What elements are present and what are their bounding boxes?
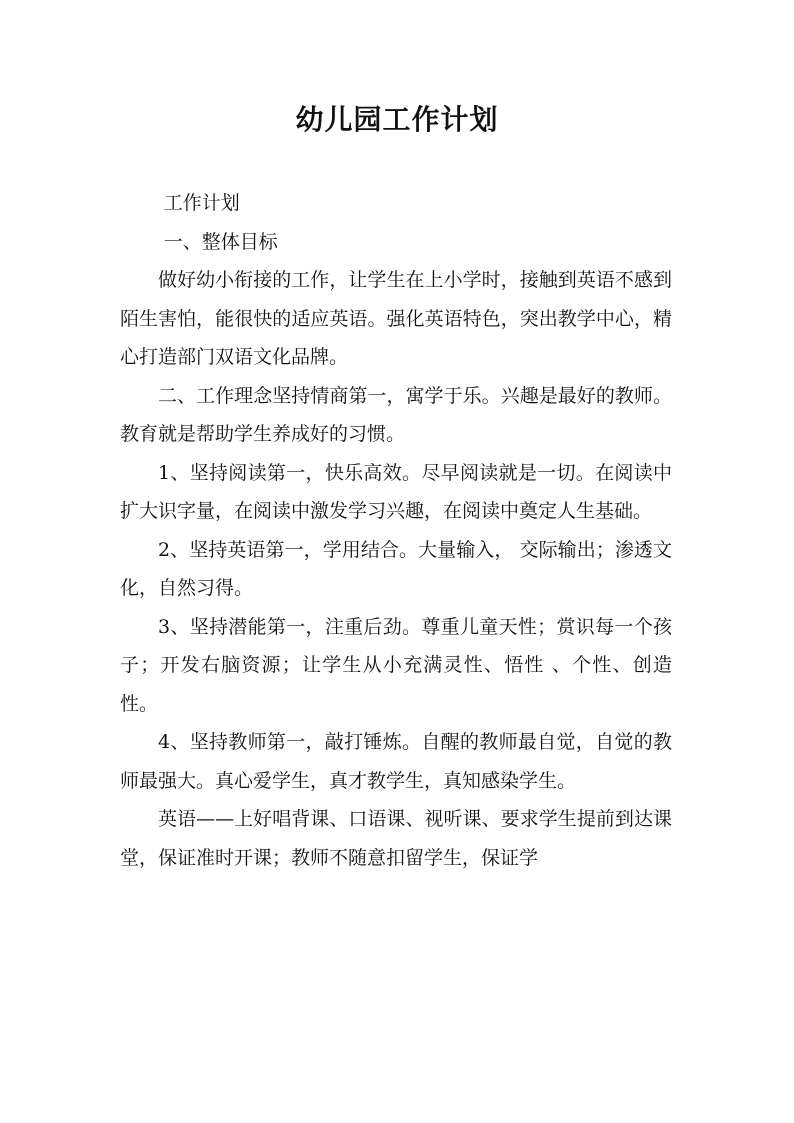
paragraph-potential-first: 3、坚持潜能第一，注重后劲。尊重儿童天性；赏识每一个孩子；开发右脑资源；让学生从小充满灵性、悟性 、个性、创造性。 — [120, 615, 672, 715]
paragraph-teacher-first: 4、坚持教师第一，敲打锤炼。自醒的教师最自觉，自觉的教师最强大。真心爱学生，真才教学生，真知感染学生。 — [120, 731, 672, 792]
paragraph-reading-first: 1、坚持阅读第一，快乐高效。尽早阅读就是一切。在阅读中扩大识字量，在阅读中激发学习兴趣，在阅读中奠定人生基础。 — [120, 461, 672, 522]
section-heading-overall-goal: 一、整体目标 — [163, 230, 278, 253]
document-body — [120, 184, 672, 877]
document-title: 幼儿园工作计划 — [295, 103, 499, 136]
paragraph-english-first: 2、坚持英语第一，学用结合。大量输入， 交际输出；渗透文化，自然习得。 — [120, 538, 672, 599]
paragraph-philosophy: 二、工作理念坚持情商第一，寓学于乐。兴趣是最好的教师。教育就是帮助学生养成好的习惯。 — [120, 384, 672, 445]
paragraph-english-classes: 英语——上好唱背课、口语课、视听课、要求学生提前到达课堂，保证准时开课；教师不随意扣留学生，保证学 — [120, 808, 672, 869]
section-label: 工作计划 — [163, 192, 240, 214]
paragraph-goal: 做好幼小衔接的工作，让学生在上小学时，接触到英语不感到陌生害怕，能很快的适应英语。强化英语特色，突出教学中心，精心打造部门双语文化品牌。 — [120, 269, 672, 368]
